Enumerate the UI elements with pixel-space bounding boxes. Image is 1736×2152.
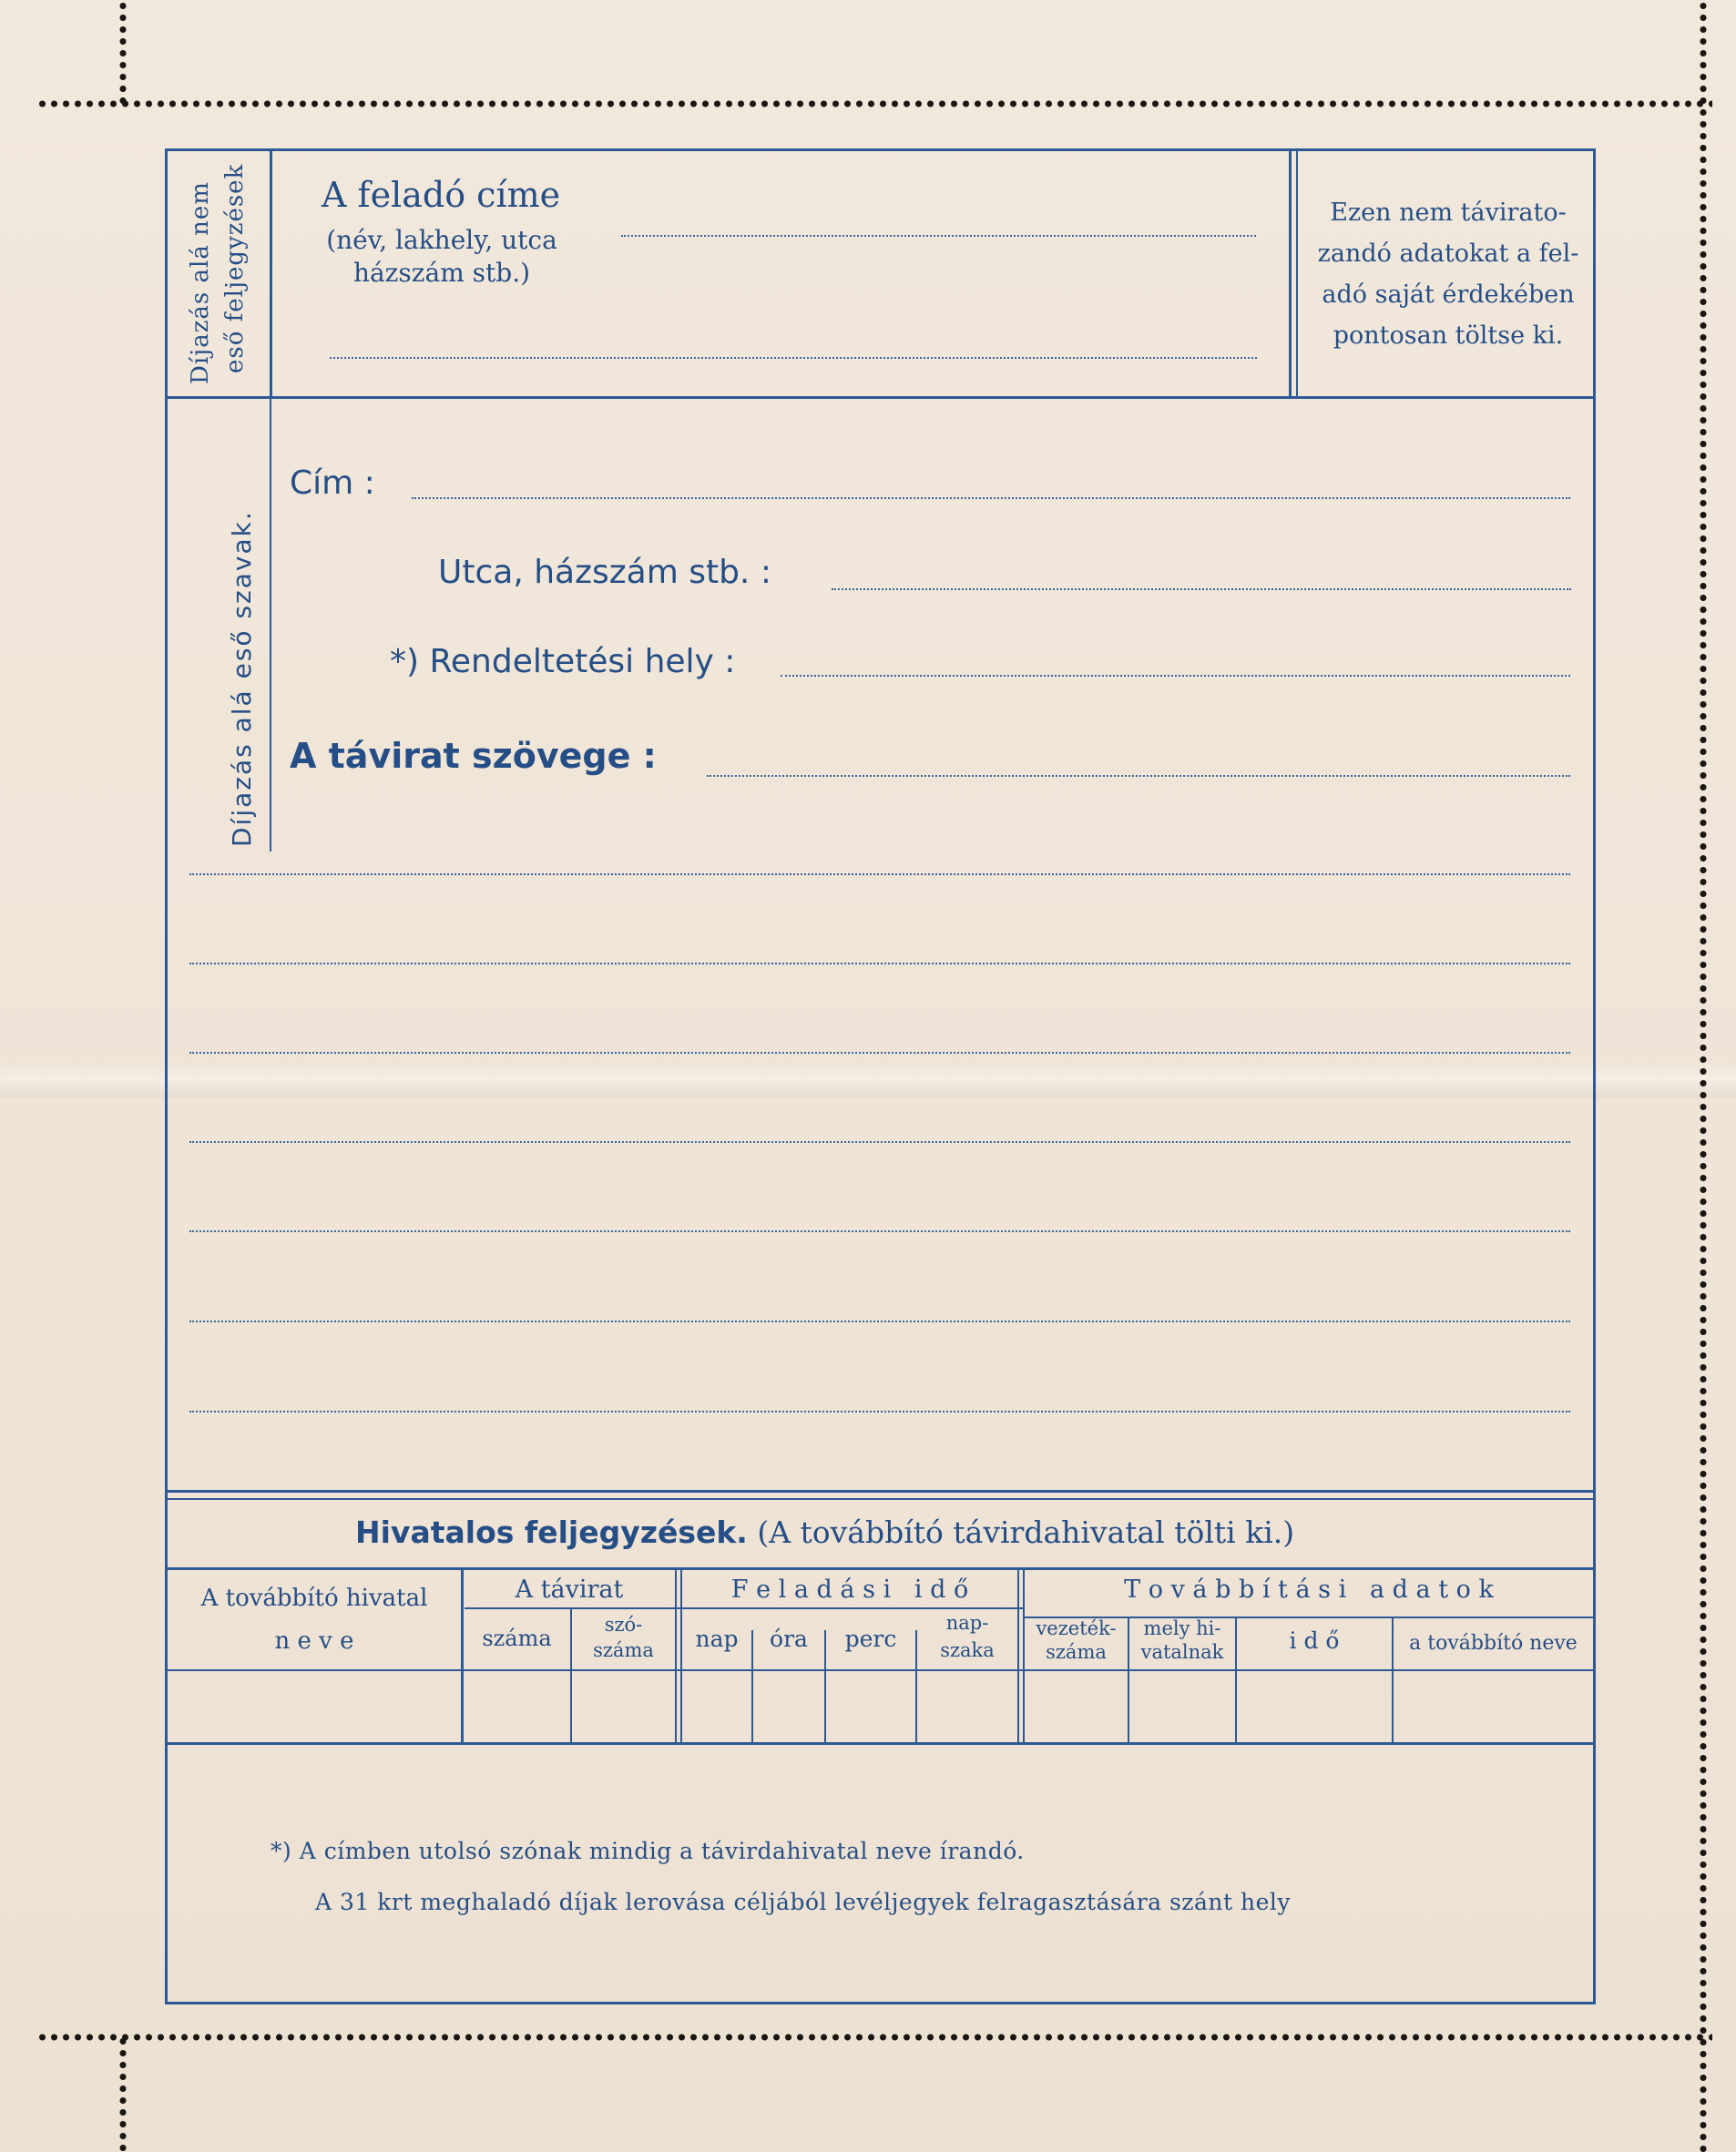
side-note-2: zandó adatokat a fel- (1317, 240, 1579, 268)
text-line-7[interactable] (189, 1321, 1570, 1322)
field-rendeltetesi-label: *) Rendeltetési hely : (390, 643, 736, 680)
field-rendeltetesi-line[interactable] (781, 675, 1570, 677)
col-hivatal-line1: A továbbító hivatal (200, 1585, 428, 1612)
col-szoszama-1: szó- (604, 1614, 643, 1636)
col-szoszama-2: száma (593, 1639, 654, 1661)
field-cim-label: Cím : (290, 464, 375, 502)
text-line-3[interactable] (189, 963, 1570, 964)
footnote-2: A 31 krt meghaladó díjak lerovása céljából levéljegyek felragasztására szánt hely (315, 1889, 1292, 1915)
sender-line-2 (330, 357, 1257, 359)
table-bottom (165, 1742, 1596, 1745)
table-subheader-divider-2 (679, 1607, 1025, 1609)
col-hivatal-line2: n e v e (274, 1627, 354, 1655)
frame-bottom (165, 2002, 1596, 2004)
fold-crease (0, 1061, 1736, 1097)
perforation-top (36, 100, 1712, 107)
frame-right (1593, 148, 1596, 2004)
table-col-7a (1017, 1567, 1019, 1742)
text-line-2[interactable] (189, 873, 1570, 875)
sender-subtitle-1: (név, lakhely, utca (326, 225, 557, 255)
col-tavirat: A távirat (515, 1576, 624, 1604)
col-napszaka-2: szaka (940, 1639, 995, 1661)
table-top (165, 1567, 1596, 1570)
text-line-8[interactable] (189, 1411, 1570, 1413)
col-tovabbito-neve: a továbbító neve (1409, 1632, 1578, 1655)
top-section-divider (165, 396, 1596, 399)
field-cim-line[interactable] (412, 497, 1570, 499)
field-szoveg-label: A távirat szövege : (290, 736, 657, 776)
sender-subtitle-2: házszám stb.) (352, 258, 531, 288)
official-divider-b (165, 1498, 1596, 1500)
perforation-left-top (119, 0, 127, 109)
col-vezetek-2: száma (1046, 1641, 1107, 1663)
official-divider-a (165, 1490, 1596, 1493)
col-mely-1: mely hi- (1143, 1617, 1221, 1639)
text-line-5[interactable] (189, 1141, 1570, 1143)
official-title-rest: (A továbbító távirdahivatal tölti ki.) (757, 1515, 1295, 1550)
vertical-label-top-1: Díjazás alá nem (187, 181, 214, 384)
sender-line-1 (621, 235, 1256, 237)
field-szoveg-line-1[interactable] (707, 775, 1570, 777)
perforation-bottom (36, 2034, 1712, 2041)
footnote-1: *) A címben utolsó szónak mindig a távirdahivatal neve írandó. (271, 1838, 1025, 1864)
col-tovabbitasi-adatok: T o v á b b í t á s i a d a t o k (1124, 1576, 1494, 1604)
side-note-3: adó saját érdekében (1322, 280, 1575, 309)
perforation-right (1700, 0, 1707, 2152)
top-right-column-divider-a (1289, 148, 1292, 396)
col-vezetek-1: vezeték- (1036, 1617, 1117, 1639)
field-utca-label: Utca, házszám stb. : (438, 554, 771, 591)
perforation-left-bottom (119, 2035, 127, 2152)
col-ora: óra (770, 1626, 808, 1652)
side-note-1: Ezen nem távirato- (1330, 199, 1567, 227)
table-header-bottom (165, 1669, 1596, 1671)
col-szama: száma (482, 1626, 552, 1651)
col-nap: nap (695, 1626, 739, 1652)
official-title (355, 1515, 1294, 1550)
col-ido: i d ő (1289, 1627, 1340, 1654)
sender-title: A feladó címe (322, 175, 561, 215)
field-utca-line[interactable] (832, 588, 1571, 590)
official-title-bold: Hivatalos feljegyzések. (355, 1515, 748, 1550)
col-napszaka-1: nap- (945, 1612, 989, 1634)
frame-left (165, 148, 168, 2004)
vertical-label-main: Díjazás alá eső szavak. (227, 510, 257, 847)
text-line-4[interactable] (189, 1052, 1570, 1054)
frame-top (165, 148, 1596, 151)
top-right-column-divider-b (1296, 148, 1298, 396)
side-note-4: pontosan töltse ki. (1333, 321, 1564, 350)
vertical-label-top-2: eső feljegyzések (221, 163, 249, 373)
col-mely-2: vatalnak (1140, 1641, 1224, 1663)
top-left-column-divider (270, 148, 272, 396)
col-feladasi-ido: F e l a d á s i i d ő (730, 1576, 969, 1604)
text-line-6[interactable] (189, 1230, 1570, 1232)
col-perc: perc (844, 1626, 897, 1652)
main-left-column-divider (270, 396, 271, 852)
table-col-3a (675, 1567, 677, 1742)
